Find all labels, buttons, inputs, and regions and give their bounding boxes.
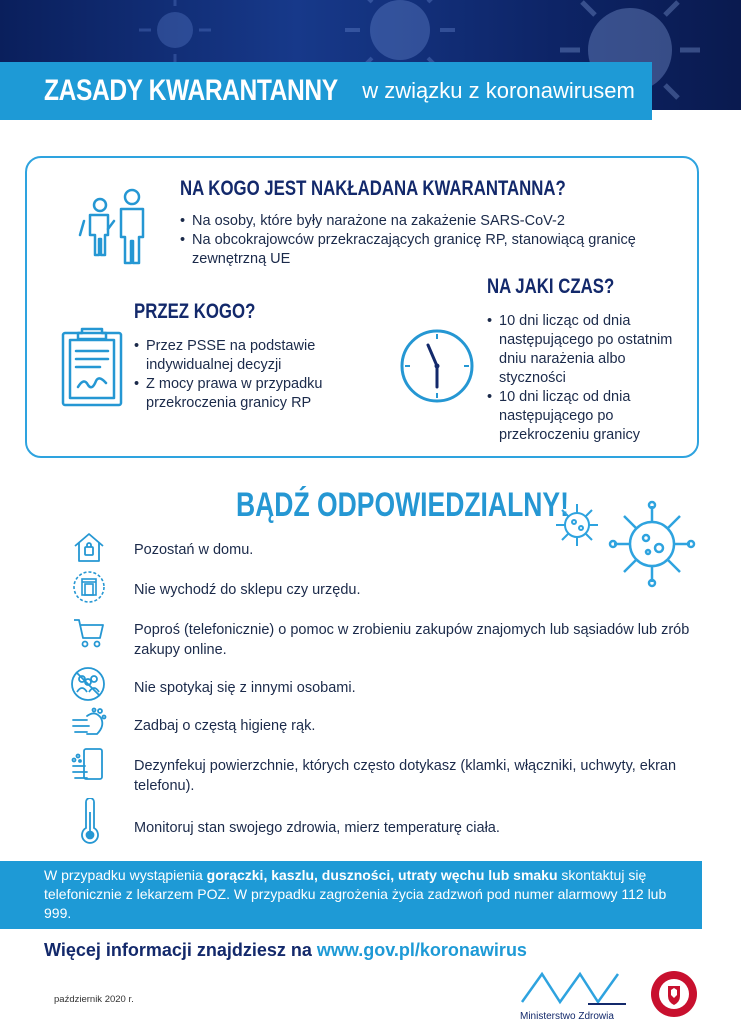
no-meeting-icon	[70, 666, 106, 702]
rule-text: Poproś (telefonicznie) o pomoc w zrobieniu zakupów znajomych lub sąsiadów lub zrób zakupy online.	[134, 622, 690, 658]
list-item: • Z mocy prawa w przypadku przekroczenia granicy RP	[134, 375, 359, 413]
duration-list	[487, 312, 687, 445]
publication-date: październik 2020 r.	[54, 994, 134, 1005]
house-icon	[72, 530, 106, 564]
list-item: • 10 dni licząc od dnia następującego po ostatnim dniu narażenia albo styczności	[487, 312, 687, 388]
responsibility-heading: BĄDŹ ODPOWIEDZIALNY!	[236, 486, 569, 524]
people-icon	[74, 185, 154, 265]
rule-text: Zadbaj o częstą higienę rąk.	[134, 718, 316, 734]
list-item: • Przez PSSE na podstawie indywidualnej decyzji	[134, 337, 359, 375]
list-item: • 10 dni licząc od dnia następującego po przekroczeniu granicy	[487, 388, 687, 445]
disinfect-phone-icon	[70, 746, 108, 786]
warning-text-part: W przypadku wystąpienia	[44, 867, 207, 883]
more-info	[44, 940, 527, 961]
shop-icon	[72, 570, 106, 604]
rule-text: Nie wychodź do sklepu czy urzędu.	[134, 582, 361, 598]
duration-heading: NA JAKI CZAS?	[487, 275, 615, 298]
warning-banner	[0, 861, 702, 929]
hand-washing-icon	[70, 706, 108, 740]
page-subtitle: w związku z koronawirusem	[362, 78, 635, 103]
warning-text	[44, 866, 694, 923]
gov-link[interactable]: www.gov.pl/koronawirus	[316, 940, 527, 960]
virus-decoration-icon	[130, 0, 220, 70]
symptoms-text: gorączki, kaszlu, duszności, utraty węchu lub smaku	[206, 867, 558, 883]
rule-text: Dezynfekuj powierzchnie, których często dotykasz (klamki, włączniki, uchwyty, ekran telefonu).	[134, 758, 677, 794]
title-bar	[0, 62, 652, 120]
ministry-logo-icon	[518, 968, 628, 1008]
rule-text: Pozostań w domu.	[134, 542, 254, 558]
rule-text: Monitoruj stan swojego zdrowia, mierz temperaturę ciała.	[134, 820, 500, 836]
rule-text: Nie spotykaj się z innymi osobami.	[134, 680, 356, 696]
list-item: • Na obcokrajowców przekraczających granicę RP, stanowiącą granicę zewnętrzną UE	[180, 231, 672, 269]
thermometer-icon	[78, 798, 102, 844]
warning-text-part: skontaktuj się telefonicznie z lekarzem POZ. W przypadku zagrożenia życia zadzwoń pod numer alarmowy 112 lub 999.	[44, 867, 667, 921]
more-info-text: Więcej informacji znajdziesz na	[44, 940, 317, 960]
by-whom-heading: PRZEZ KOGO?	[134, 300, 256, 323]
shopping-cart-icon	[72, 616, 106, 650]
by-whom-list	[134, 337, 359, 413]
ministry-name: Ministerstwo Zdrowia	[520, 1011, 614, 1022]
who-heading: NA KOGO JEST NAKŁADANA KWARANTANNA?	[180, 177, 566, 200]
clipboard-icon	[60, 325, 124, 407]
list-item: • Na osoby, które były narażone na zakażenie SARS-CoV-2	[180, 212, 680, 231]
sanitary-inspection-logo-icon	[650, 970, 698, 1018]
clock-icon	[398, 327, 476, 405]
who-list	[180, 212, 680, 269]
page-title: ZASADY KWARANTANNY	[44, 74, 338, 107]
